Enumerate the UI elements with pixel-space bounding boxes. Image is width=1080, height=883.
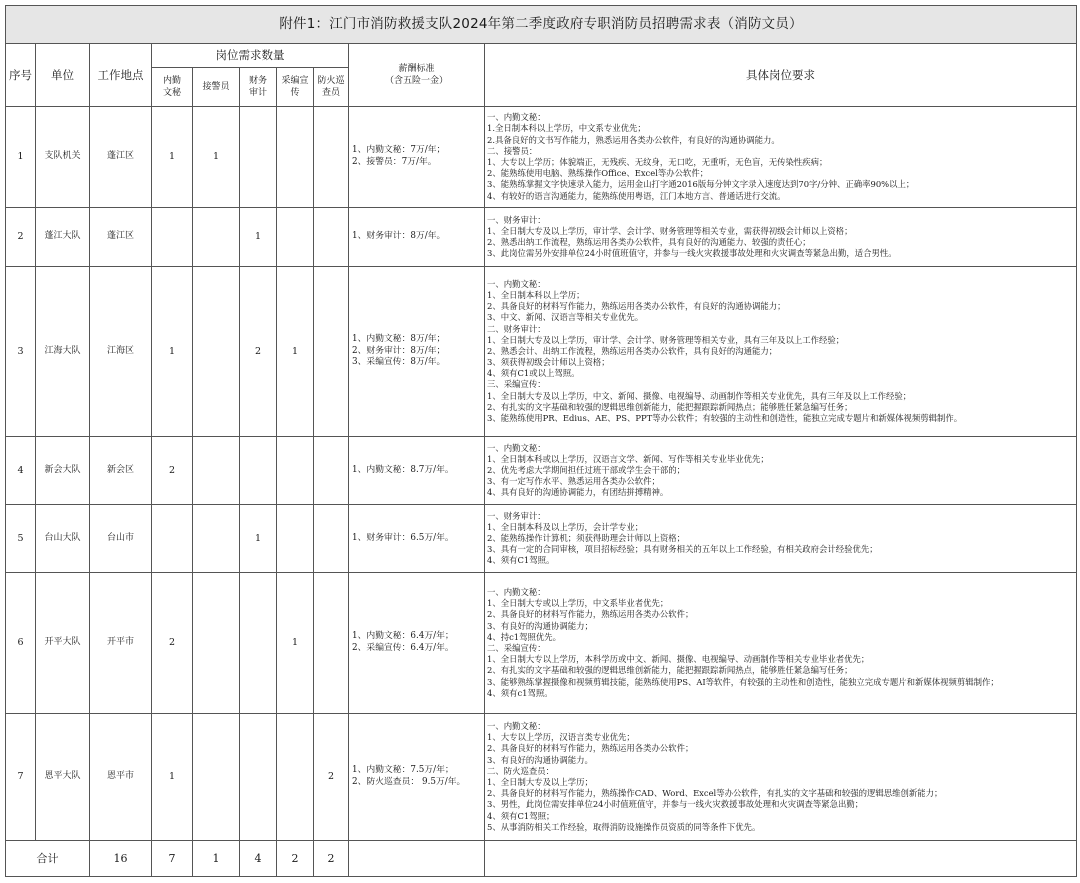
cell-requirements: 一、内勤文秘： 1、全日制本科以上学历； 2、具备良好的材料写作能力，熟练运用各类办公软件，有良好的沟通协调能力； 3、中文、新闻、汉语言等相关专业优先。 二、财务审计： 1、全日制大专及以上学历，审计学、会计学、财务管理等相关专业，具有三年及以上工作经验； 2、熟悉会计、出纳工作流程，熟练运用各类办公软件，具有良好的沟通能力； 3、须获得初级会计师以上资格； 4、须有C1或以上驾照。 三、采编宣传： 1、全日制大专及以上学历，中文、新闻、摄像、电视编导、动画制作等相关专业优先，具有三年及以上工作经验； 2、有扎实的文字基础和较强的逻辑思维创新能力，能把握跟踪新闻热点；能够胜任紧急编写任务； 3、能熟练使用PR、Edius、AE、PS、PPT等办公软件；有较强的主动性和创造性，能独立完成专题片和新媒体视频剪辑制作。 xyxy=(485,267,1077,437)
header-pos-admin: 内勤 文秘 xyxy=(152,68,193,107)
cell-requirements: 一、财务审计： 1、全日制大专及以上学历，审计学、会计学、财务管理等相关专业，需获得初级会计师以上资格； 2、熟悉出纳工作流程，熟练运用各类办公软件，具有良好的沟通能力、较强的责任心； 3、此岗位需另外安排单位24小时值班值守，并参与一线火灾救援事故处理和火灾调查等紧急出勤，适合男性。 xyxy=(485,208,1077,267)
header-positions: 岗位需求数量 xyxy=(152,44,349,68)
cell-count: 1 xyxy=(193,107,240,208)
total-count: 2 xyxy=(277,841,314,877)
header-location: 工作地点 xyxy=(90,44,152,107)
total-label: 合计 xyxy=(6,841,90,877)
header-salary: 薪酬标准 （含五险一金） xyxy=(349,44,485,107)
cell-unit: 台山大队 xyxy=(36,505,90,573)
cell-count: 1 xyxy=(277,267,314,437)
cell-salary: 1、内勤文秘：8万/年； 2、财务审计：8万/年； 3、采编宣传：8万/年。 xyxy=(349,267,485,437)
cell-location: 台山市 xyxy=(90,505,152,573)
table-row xyxy=(6,714,1077,841)
cell-count xyxy=(152,505,193,573)
cell-requirements: 一、内勤文秘： 1、全日制大专或以上学历，中文系毕业者优先； 2、具备良好的材料写作能力，熟练运用各类办公软件； 3、有良好的沟通协调能力； 4、持c1驾照优先。 二、采编宣传： 1、全日制大专以上学历，本科学历或中文、新闻、摄像、电视编导、动画制作等相关专业毕业者优先； 2、有扎实的文字基础和较强的逻辑思维创新能力，能把握跟踪新闻热点，能够胜任紧急编写任务； 3、能够熟练掌握摄像和视频剪辑技能，能熟练使用PS、AI等软件，有较强的主动性和创造性，能独立完成专题片和新媒体视频剪辑制作； 4、须有c1驾照。 xyxy=(485,573,1077,714)
cell-seq: 3 xyxy=(6,267,36,437)
cell-count xyxy=(193,437,240,505)
cell-count xyxy=(314,573,349,714)
total-sum: 16 xyxy=(90,841,152,877)
cell-count xyxy=(314,107,349,208)
cell-count: 1 xyxy=(240,208,277,267)
total-count: 7 xyxy=(152,841,193,877)
cell-unit: 新会大队 xyxy=(36,437,90,505)
header-unit: 单位 xyxy=(36,44,90,107)
table-row xyxy=(6,267,1077,437)
cell-requirements: 一、内勤文秘： 1.全日制本科以上学历，中文系专业优先； 2.具备良好的文书写作能力，熟悉运用各类办公软件，有良好的沟通协调能力。 二、接警员： 1、大专以上学历；体貌端正，无残疾、无纹身，无口吃，无重听，无色盲，无传染性疾病； 2、能熟练使用电脑、熟练操作Office、Excel等办公软件； 3、能熟练掌握文字快速录入能力，运用金山打字通2016版每分钟文字录入速度达到70字/分钟、正确率90%以上； 4、有较好的语言沟通能力，能熟练使用粤语，江门本地方言、普通话进行交流。 xyxy=(485,107,1077,208)
cell-count xyxy=(314,437,349,505)
cell-unit: 江海大队 xyxy=(36,267,90,437)
cell-count: 1 xyxy=(152,714,193,841)
cell-salary: 1、内勤文秘：6.4万/年； 2、采编宣传：6.4万/年。 xyxy=(349,573,485,714)
cell-count: 2 xyxy=(240,267,277,437)
header-pos-media: 采编宣 传 xyxy=(277,68,314,107)
header-requirements: 具体岗位要求 xyxy=(485,44,1077,107)
cell-count xyxy=(193,714,240,841)
cell-count xyxy=(193,573,240,714)
table-row xyxy=(6,437,1077,505)
cell-count: 2 xyxy=(152,437,193,505)
page-title: 附件1：江门市消防救援支队2024年第二季度政府专职消防员招聘需求表（消防文员） xyxy=(6,6,1077,44)
cell-count xyxy=(240,714,277,841)
cell-count xyxy=(314,267,349,437)
cell-count: 2 xyxy=(314,714,349,841)
total-row xyxy=(6,841,1077,877)
cell-unit: 开平大队 xyxy=(36,573,90,714)
header-pos-dispatcher: 接警员 xyxy=(193,68,240,107)
cell-location: 江海区 xyxy=(90,267,152,437)
cell-seq: 1 xyxy=(6,107,36,208)
total-salary-empty xyxy=(349,841,485,877)
cell-count xyxy=(277,208,314,267)
table-row xyxy=(6,208,1077,267)
cell-count xyxy=(314,208,349,267)
cell-location: 新会区 xyxy=(90,437,152,505)
cell-count: 2 xyxy=(152,573,193,714)
cell-requirements: 一、财务审计： 1、全日制本科及以上学历，会计学专业； 2、能熟练操作计算机；须获得助理会计师以上资格； 3、具有一定的合同审核，项目招标经验；具有财务相关的五年以上工作经验，有相关政府会计经验优先； 4、须有C1驾照。 xyxy=(485,505,1077,573)
cell-location: 开平市 xyxy=(90,573,152,714)
cell-location: 恩平市 xyxy=(90,714,152,841)
header-seq: 序号 xyxy=(6,44,36,107)
cell-unit: 恩平大队 xyxy=(36,714,90,841)
total-count: 1 xyxy=(193,841,240,877)
cell-count xyxy=(193,505,240,573)
total-req-empty xyxy=(485,841,1077,877)
cell-salary: 1、内勤文秘：8.7万/年。 xyxy=(349,437,485,505)
cell-count xyxy=(152,208,193,267)
cell-seq: 2 xyxy=(6,208,36,267)
cell-salary: 1、内勤文秘：7.5万/年； 2、防火巡查员： 9.5万/年。 xyxy=(349,714,485,841)
cell-seq: 5 xyxy=(6,505,36,573)
cell-count xyxy=(193,267,240,437)
total-count: 4 xyxy=(240,841,277,877)
table-row xyxy=(6,505,1077,573)
cell-seq: 6 xyxy=(6,573,36,714)
cell-count: 1 xyxy=(152,267,193,437)
cell-count: 1 xyxy=(277,573,314,714)
cell-count xyxy=(193,208,240,267)
cell-unit: 支队机关 xyxy=(36,107,90,208)
cell-count xyxy=(314,505,349,573)
header-pos-inspector: 防火巡 查员 xyxy=(314,68,349,107)
cell-salary: 1、财务审计：6.5万/年。 xyxy=(349,505,485,573)
cell-seq: 4 xyxy=(6,437,36,505)
table-row xyxy=(6,573,1077,714)
total-count: 2 xyxy=(314,841,349,877)
cell-location: 蓬江区 xyxy=(90,107,152,208)
cell-count xyxy=(277,107,314,208)
recruitment-table xyxy=(5,5,1077,877)
cell-location: 蓬江区 xyxy=(90,208,152,267)
header-pos-finance: 财务 审计 xyxy=(240,68,277,107)
cell-count xyxy=(277,437,314,505)
table-row xyxy=(6,107,1077,208)
cell-count xyxy=(240,107,277,208)
cell-count xyxy=(240,437,277,505)
cell-salary: 1、财务审计：8万/年。 xyxy=(349,208,485,267)
cell-salary: 1、内勤文秘：7万/年； 2、接警员：7万/年。 xyxy=(349,107,485,208)
cell-count: 1 xyxy=(240,505,277,573)
cell-count xyxy=(240,573,277,714)
cell-count: 1 xyxy=(152,107,193,208)
cell-requirements: 一、内勤文秘： 1、全日制本科或以上学历，汉语言文学、新闻、写作等相关专业毕业优先； 2、优先考虑大学期间担任过班干部或学生会干部的； 3、有一定写作水平、熟悉运用各类办公软件； 4、具有良好的沟通协调能力，有团结拼搏精神。 xyxy=(485,437,1077,505)
cell-seq: 7 xyxy=(6,714,36,841)
cell-count xyxy=(277,505,314,573)
cell-requirements: 一、内勤文秘： 1、大专以上学历，汉语言类专业优先； 2、具备良好的材料写作能力，熟练运用各类办公软件； 3、有良好的沟通协调能力。 二、防火巡查员： 1、全日制大专及以上学历； 2、具备良好的材料写作能力，熟练操作CAD、Word、Excel等办公软件，有扎实的文字基础和较强的逻辑思维创新能力； 3、男性，此岗位需安排单位24小时值班值守，并参与一线火灾救援事故处理和火灾调查等紧急出勤； 4、须有C1驾照； 5、从事消防相关工作经验，取得消防设施操作员资质的同等条件下优先。 xyxy=(485,714,1077,841)
cell-unit: 蓬江大队 xyxy=(36,208,90,267)
cell-count xyxy=(277,714,314,841)
